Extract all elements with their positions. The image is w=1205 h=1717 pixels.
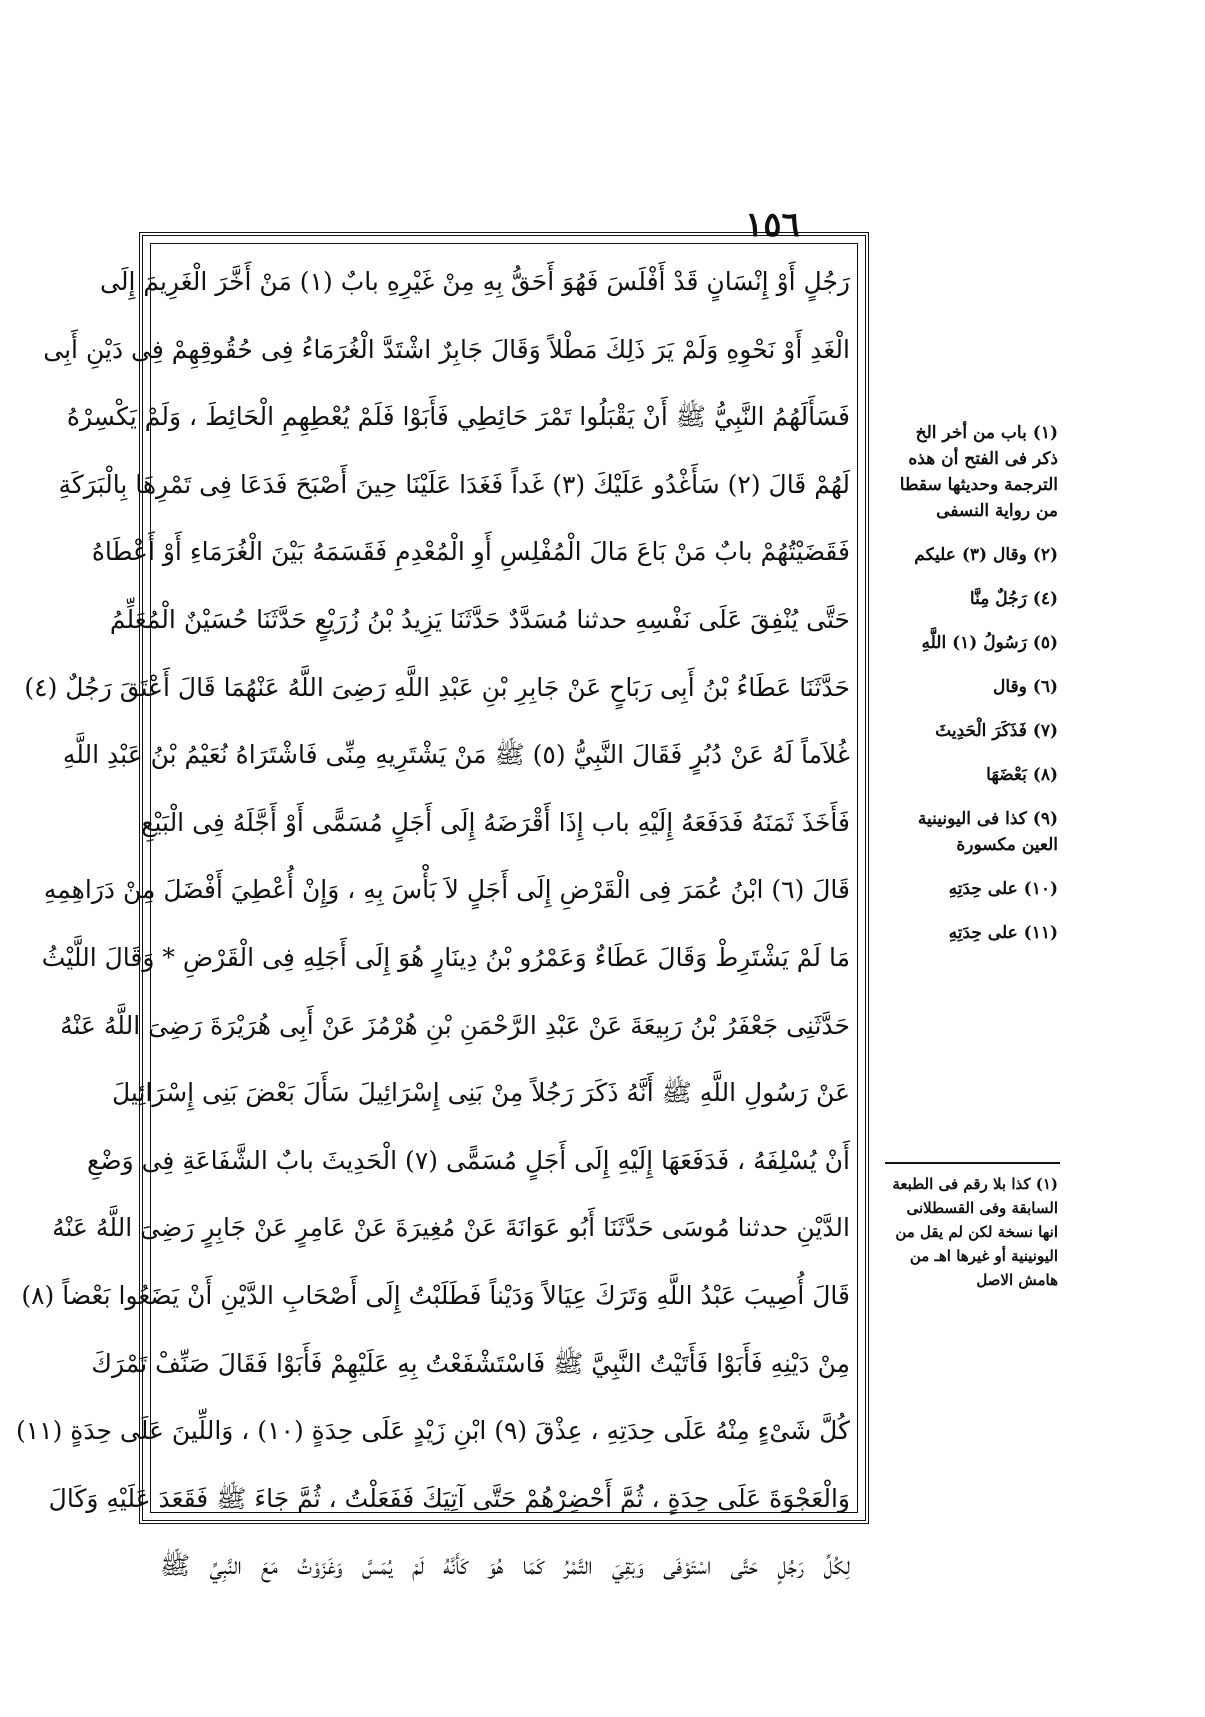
text-line: حَتَّى يُنْفِقَ عَلَى نَفْسِهِ حدثنا مُسَدَّدٌ حَدَّثَنَا يَزِيدُ بْنُ زُرَيْعٍ حَدَّثَنَا حُسَيْنٌ الْمُعَلِّمُ bbox=[109, 604, 850, 634]
text-line: فَأَخَذَ ثَمَنَهُ فَدَفَعَهُ إِلَيْهِ باب إِذَا أَقْرَضَهُ إِلَى أَجَلٍ مُسَمًّى أَوْ أَجَّلَهُ فِى الْبَيْعِ bbox=[141, 807, 850, 837]
text-line: مَا لَمْ يَشْتَرِطْ وَقَالَ عَطَاءٌ وَعَمْرُو بْنُ دِينَارٍ هُوَ إِلَى أَجَلِهِ فِى الْقَرْضِ * وَقَالَ اللَّيْثُ bbox=[41, 942, 850, 972]
text-line: قَالَ (٦) ابْنُ عُمَرَ فِى الْقَرْضِ إِلَى أَجَلٍ لاَ بَأْسَ بِهِ ، وَإِنْ أُعْطِيَ أَفْضَلَ مِنْ دَرَاهِمِهِ bbox=[43, 875, 850, 905]
text-line: الدَّيْنِ حدثنا مُوسَى حَدَّثَنَا أَبُو عَوَانَةَ عَنْ مُغِيرَةَ عَنْ عَامِرٍ عَنْ جَابِرٍ رَضِىَ اللَّهُ عَنْهُ bbox=[52, 1213, 850, 1243]
text-line: قَالَ أُصِيبَ عَبْدُ اللَّهِ وَتَرَكَ عِيَالاً وَدَيْناً فَطَلَبْتُ إِلَى أَصْحَابِ الدَّيْنِ أَنْ يَضَعُوا بَعْضاً (٨) bbox=[21, 1280, 850, 1310]
text-line: لِكُلِّ رَجُلٍ حَتَّى اسْتَوْفَى وَبَقِيَ التَّمْرُ كَمَا هُوَ كَأَنَّهُ لَمْ يُمَسَّ وَغَزَوْتُ مَعَ النَّبِيِّ ﷺ bbox=[160, 1551, 850, 1581]
margin-note: (٧) فَذَكَرَ الْحَدِيثَ bbox=[935, 721, 1058, 741]
margin-note: (١١) على حِدَتِهِ bbox=[948, 923, 1058, 943]
margin-note: (٤) رَجُلٌ مِنَّا bbox=[969, 589, 1058, 609]
margin-note: (١٠) على حِدَتِهِ bbox=[948, 879, 1058, 899]
margin-note: (٨) بَعْضَهَا bbox=[986, 765, 1058, 785]
page-number: ١٥٦ bbox=[745, 205, 800, 245]
main-text-body bbox=[15, 248, 850, 1600]
text-line: حَدَّثَنِى جَعْفَرُ بْنُ رَبِيعَةَ عَنْ عَبْدِ الرَّحْمَنِ بْنِ هُرْمُزَ عَنْ أَبِى هُرَيْرَةَ رَضِىَ اللَّهُ عَنْهُ bbox=[60, 1010, 850, 1040]
margin-note: (٢) وقال (٣) عليكم bbox=[914, 545, 1058, 565]
text-line: مِنْ دَيْنِهِ فَأَبَوْا فَأَتَيْتُ النَّبِيَّ ﷺ فَاسْتَشْفَعْتُ بِهِ عَلَيْهِمْ فَأَبَوْا فَقَالَ صَنِّفْ تَمْرَكَ bbox=[91, 1348, 850, 1378]
text-line: لَهُمْ قَالَ (٢) سَأَغْدُو عَلَيْكَ (٣) غَداً فَغَدَا عَلَيْنَا حِينَ أَصْبَحَ فَدَعَا فِى تَمْرِهَا بِالْبَرَكَةِ bbox=[58, 469, 850, 499]
margin-note: (٥) رَسُولُ (١) اللَّهِ bbox=[921, 633, 1058, 653]
text-line: الْغَدِ أَوْ نَحْوِهِ وَلَمْ يَرَ ذَلِكَ مَطْلاً وَقَالَ جَابِرٌ اشْتَدَّ الْغُرَمَاءُ فِى حُقُوقِهِمْ فِى دَيْنِ أَبِى bbox=[43, 334, 850, 364]
text-line: كُلَّ شَىْءٍ مِنْهُ عَلَى حِدَتِهِ ، عِذْقَ (٩) ابْنِ زَيْدٍ عَلَى حِدَةٍ (١٠) ، وَاللِّينَ عَلَى حِدَةٍ (١١) bbox=[15, 1416, 850, 1446]
text-line: عَنْ رَسُولِ اللَّهِ ﷺ أَنَّهُ ذَكَرَ رَجُلاً مِنْ بَنِى إِسْرَائِيلَ سَأَلَ بَعْضَ بَنِى إِسْرَائِيلَ bbox=[112, 1078, 850, 1108]
margin-note: (١) باب من أخر الخ ذكر فى الفتح أن هذه الترجمة وحديثها سقطا من رواية النسفى bbox=[899, 423, 1058, 521]
text-line: رَجُلٍ أَوْ إِنْسَانٍ قَدْ أَفْلَسَ فَهُوَ أَحَقُّ بِهِ مِنْ غَيْرِهِ بابٌ (١) مَنْ أَخَّرَ الْغَرِيمَ إِلَى bbox=[99, 267, 850, 296]
text-line: أَنْ يُسْلِفَهُ ، فَدَفَعَهَا إِلَيْهِ إِلَى أَجَلٍ مُسَمًّى (٧) الْحَدِيثَ بابٌ الشَّفَاعَةِ فِى وَضْعِ bbox=[87, 1145, 850, 1175]
text-line: فَسَأَلَهُمُ النَّبِيُّ ﷺ أَنْ يَقْبَلُوا تَمْرَ حَائِطِي فَأَبَوْا فَلَمْ يُعْطِهِمِ الْحَائِطَ ، وَلَمْ يَكْسِرْهُ bbox=[66, 402, 850, 432]
margin-note: (٩) كذا فى اليونينية العين مكسورة bbox=[917, 809, 1058, 855]
footnotes bbox=[888, 1172, 1058, 1292]
footnote: (١) كذا بلا رقم فى الطبعة السابقة وفى القسطلانى انها نسخة لكن لم يقل من اليونينية أو غيرها اهـ من هامش الاصل bbox=[892, 1175, 1058, 1289]
text-line: وَالْعَجْوَةَ عَلَى حِدَةٍ ، ثُمَّ أَحْضِرْهُمْ حَتَّى آتِيَكَ فَفَعَلْتُ ، ثُمَّ جَاءَ ﷺ فَقَعَدَ عَلَيْهِ وَكَالَ bbox=[48, 1483, 850, 1513]
margin-notes bbox=[888, 420, 1058, 964]
text-line: غُلاَماً لَهُ عَنْ دُبُرٍ فَقَالَ النَّبِيُّ (٥) ﷺ مَنْ يَشْتَرِيهِ مِنِّى فَاشْتَرَاهُ نُعَيْمُ بْنُ عَبْدِ اللَّهِ bbox=[62, 740, 850, 770]
text-line: فَقَضَيْتُهُمْ بابٌ مَنْ بَاعَ مَالَ الْمُفْلِسِ أَوِ الْمُعْدِمِ فَقَسَمَهُ بَيْنَ الْغُرَمَاءِ أَوْ أَعْطَاهُ bbox=[91, 537, 850, 567]
margin-note: (٦) وقال bbox=[992, 677, 1058, 697]
footnote-divider bbox=[885, 1162, 1060, 1164]
text-line: حَدَّثَنَا عَطَاءُ بْنُ أَبِى رَبَاحٍ عَنْ جَابِرِ بْنِ عَبْدِ اللَّهِ رَضِىَ اللَّهُ عَنْهُمَا قَالَ أَعْتَقَ رَجُلٌ (٤) bbox=[24, 672, 850, 702]
